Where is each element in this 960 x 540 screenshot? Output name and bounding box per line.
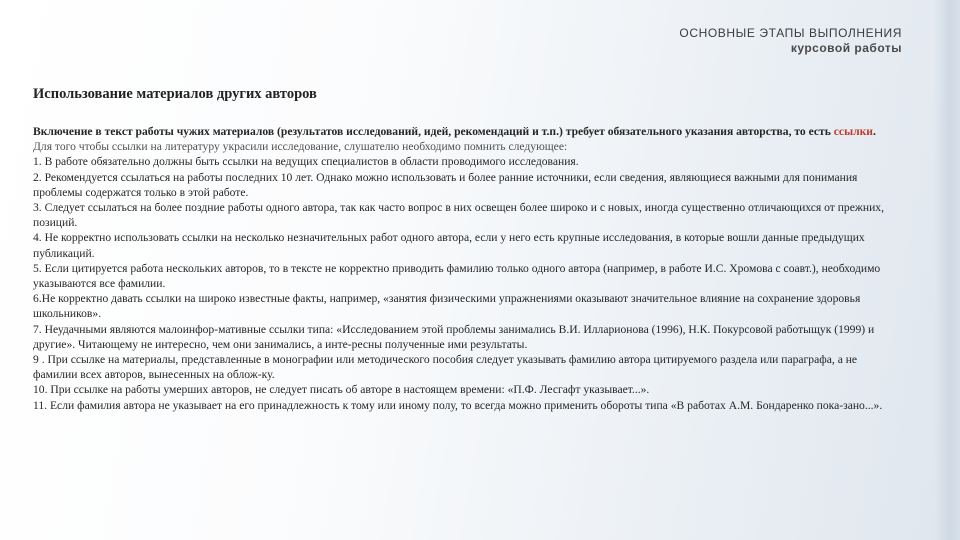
list-item: 10. При ссылке на работы умерших авторов, не следует писать об авторе в настоящем времени: «П.Ф. Лесгафт указывает...». [33,383,650,397]
section-title: Использование материалов других авторов [33,86,317,102]
intro-paragraph [33,124,893,139]
list-item: 6.Не корректно давать ссылки на широко известные факты, например, «занятия физическими упражнениями оказывают значительное влияние на сохранение здоровья школьников». [33,292,861,321]
list-item: 2. Рекомендуется ссылаться на работы последних 10 лет. Однако можно использовать и более ранние источники, если сведения, являющиеся важными для понимания проблемы содержатся только в этой работе. [33,170,858,199]
list-item: 7. Неудачными являются малоинфор-мативные ссылки типа: «Исследованием этой проблемы занимались В.И. Илларионова (1996), Н.К. Покурсовой работыщук (1999) и другие». Читающему не интересно, чем они занимались, а инте-ресны полученные ими результаты. [33,322,875,351]
intro-highlight: ссылки [833,125,873,138]
lead-paragraph: Для того чтобы ссылки на литературу украсили исследование, слушателю необходимо помнить следующее: [33,140,568,154]
list-item: 1. В работе обязательно должны быть ссылки на ведущих специалистов в области проводимого исследования. [33,155,579,169]
slide-header [679,26,902,56]
list-item: 5. Если цитируется работа нескольких авторов, то в тексте не корректно приводить фамилию только одного автора (например, в работе И.С. Хромова с соавт.), необходимо указываются все фамилии. [33,261,881,291]
intro-text: Включение в текст работы чужих материалов (результатов исследований, идей, рекомендаций и т.п.) требует обязательного указания авторства, то есть [33,125,834,138]
list-item: 9 . При ссылке на материалы, представленные в монографии или методического пособия следует указывать фамилию автора цитируемого раздела или параграфа, а не фамилии всех авторов, вынесенных на облож-ку. [33,353,858,382]
content-body [33,124,893,413]
list-item: 4. Не корректно использовать ссылки на несколько незначительных работ одного автора, если у него есть крупные исследования, в которые вошли данные предыдущих публикаций. [33,231,865,260]
list-item: 3. Следует ссылаться на более поздние работы одного автора, так как часто вопрос в них освещен более широко и с новых, иногда существенно отличающихся от прежних, позиций. [33,201,884,230]
list-item: 11. Если фамилия автора не указывает на его принадлежность к тому или иному полу, то всегда можно применить обороты типа «В работах А.М. Бондаренко пока-зано...». [33,398,883,412]
intro-end: . [873,125,876,138]
decorative-side-band [934,0,960,540]
slide-header-line2: курсовой работы [790,41,902,55]
slide-header-line1: ОСНОВНЫЕ ЭТАПЫ ВЫПОЛНЕНИЯ [679,26,902,40]
